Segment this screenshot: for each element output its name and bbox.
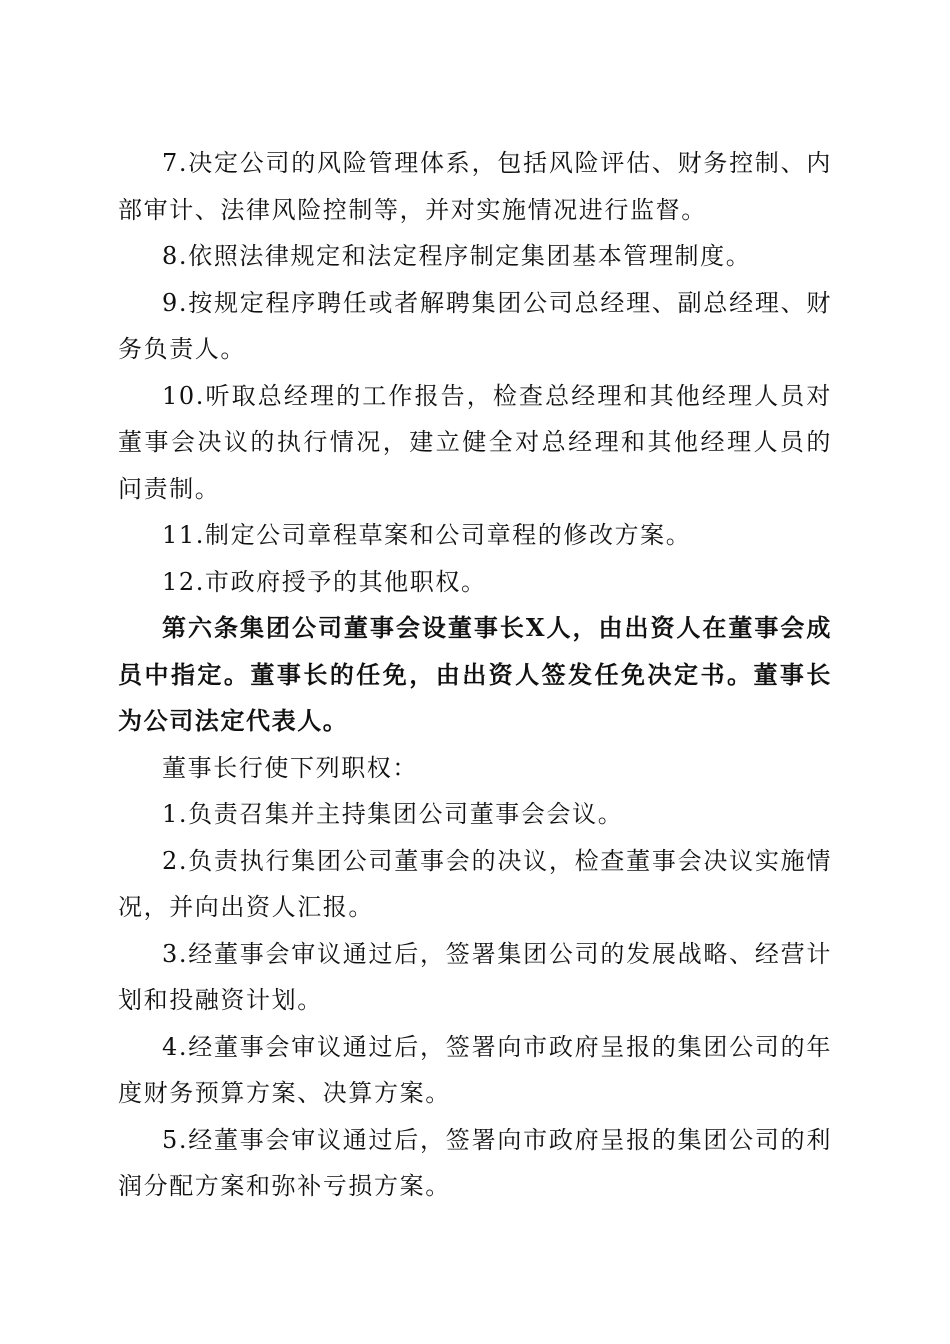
chairman-power-item-2: 2.负责执行集团公司董事会的决议，检查董事会决议实施情况，并向出资人汇报。 bbox=[118, 846, 832, 921]
paragraph-item-7: 7.决定公司的风险管理体系，包括风险评估、财务控制、内部审计、法律风险控制等，并对实施情况进行监督。 bbox=[118, 149, 832, 224]
paragraph-item-10: 10.听取总经理的工作报告，检查总经理和其他经理人员对董事会决议的执行情况，建立健全对总经理和其他经理人员的问责制。 bbox=[118, 381, 832, 503]
chairman-power-item-3: 3.经董事会审议通过后，签署集团公司的发展战略、经营计划和投融资计划。 bbox=[118, 939, 832, 1014]
article-six-heading-paragraph: 第六条集团公司董事会设董事长X人，由出资人在董事会成员中指定。董事长的任免，由出资人签发任免决定书。董事长为公司法定代表人。 bbox=[118, 613, 832, 735]
paragraph-item-12: 12.市政府授予的其他职权。 bbox=[162, 567, 487, 596]
paragraph-item-8: 8.依照法律规定和法定程序制定集团基本管理制度。 bbox=[162, 242, 752, 270]
paragraph-item-11: 11.制定公司章程草案和公司章程的修改方案。 bbox=[162, 521, 692, 549]
chairman-power-item-5: 5.经董事会审议通过后，签署向市政府呈报的集团公司的利润分配方案和弥补亏损方案。 bbox=[118, 1125, 832, 1200]
chairman-power-item-1: 1.负责召集并主持集团公司董事会会议。 bbox=[162, 800, 624, 828]
document-body bbox=[118, 140, 832, 1210]
chairman-power-item-4: 4.经董事会审议通过后，签署向市政府呈报的集团公司的年度财务预算方案、决算方案。 bbox=[118, 1032, 832, 1107]
paragraph-item-9: 9.按规定程序聘任或者解聘集团公司总经理、副总经理、财务负责人。 bbox=[118, 288, 832, 363]
chairman-powers-intro: 董事长行使下列职权： bbox=[162, 753, 418, 782]
